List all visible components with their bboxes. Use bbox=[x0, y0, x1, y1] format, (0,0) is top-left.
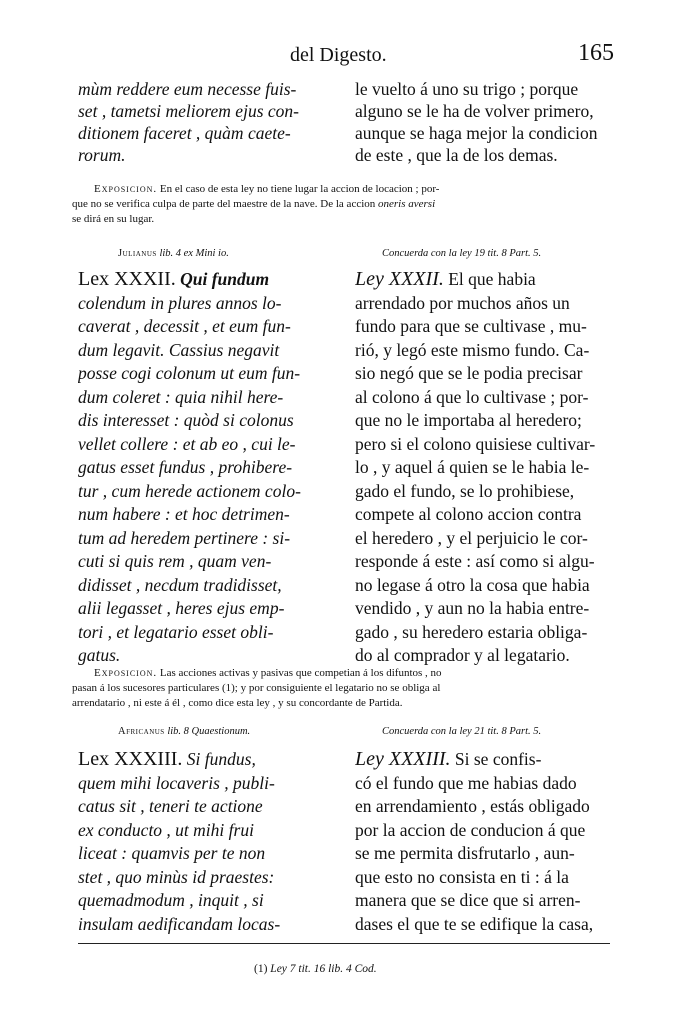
text-line: responde á este : así como si algu- bbox=[355, 551, 595, 571]
citation-work: lib. 4 ex Mini io. bbox=[159, 248, 229, 259]
latin-term: oneris aversi bbox=[378, 198, 436, 210]
text-line: fundo para que se cultivase , mu- bbox=[355, 316, 587, 336]
text-line: tur , cum herede actionem colo- bbox=[78, 480, 301, 501]
text-line: que esto no consista en ti : á la bbox=[355, 866, 569, 887]
text-line: stet , quo minùs id praestes: bbox=[78, 866, 275, 887]
footnote-marker: (1) bbox=[254, 963, 268, 975]
text-line: arrendatario , ni este á él , como dice esta ley , y su concordante de Partida. bbox=[72, 697, 403, 709]
text-line: liceat : quamvis per te non bbox=[78, 843, 266, 863]
spanish-ley-33: Ley XXXIII. Si se confis- có el fundo que me habias dado en arrendamiento , estás obligado por la accion de conducion á que se me permita disfrutarlo , aun- que esto no consista en ti : á la manera que se dice que si arren- dases el que te se edifique la casa, bbox=[355, 748, 617, 936]
text-line: lo , y aquel á quien se le habia le- bbox=[355, 457, 590, 477]
text-line: dum coleret : quia nihil here- bbox=[78, 386, 284, 407]
ley-heading: Ley XXXII. bbox=[355, 268, 444, 290]
footnote-text: Ley 7 tit. 16 lib. 4 Cod. bbox=[270, 963, 377, 975]
text-line: sio negó que se le podia precisar bbox=[355, 363, 583, 383]
text-line: gatus esset fundus , prohibere- bbox=[78, 457, 293, 477]
latin-lex-33: Lex XXXIII. Si fundus, quem mihi locaveris , publi- catus sit , teneri te actione ex conducto , ut mihi frui liceat : quamvis per te non stet , quo minùs id praestes: quemadmodum , inquit , si insulam aedificandam locas- bbox=[78, 748, 336, 936]
text-line: arrendado por muchos años un bbox=[355, 292, 570, 313]
text-line: de este , que la de los demas. bbox=[355, 145, 558, 165]
text-line: alguno se le ha de volver primero, bbox=[355, 101, 594, 121]
text-line: num habere : et hoc detrimen- bbox=[78, 504, 290, 524]
text-line: posse cogi colonum ut eum fun- bbox=[78, 363, 301, 383]
text-line: ex conducto , ut mihi frui bbox=[78, 819, 254, 840]
page-number: 165 bbox=[578, 40, 614, 66]
text-line: catus sit , teneri te actione bbox=[78, 796, 263, 816]
text-line: dases el que te se edifique la casa, bbox=[355, 913, 594, 934]
footnote bbox=[254, 963, 377, 975]
text-line: pasan á los sucesores particulares (1); y por consiguiente el legatario no se obliga al bbox=[72, 682, 441, 694]
lex-heading: Lex XXXIII. bbox=[78, 748, 183, 770]
running-header bbox=[0, 40, 682, 72]
source-citation bbox=[118, 726, 250, 737]
text-line: cuti si quis rem , quam ven- bbox=[78, 551, 272, 571]
text-line: có el fundo que me habias dado bbox=[355, 772, 577, 793]
text-line: aunque se haga mejor la condicion bbox=[355, 123, 598, 143]
text-line: En el caso de esta ley no tiene lugar la accion de locacion ; por- bbox=[159, 183, 440, 195]
text-line: pero si el colono quisiese cultivar- bbox=[355, 433, 596, 454]
text-line: no legase á otro la cosa que habia bbox=[355, 574, 590, 595]
footnote-divider bbox=[78, 943, 610, 944]
text-line: colendum in plures annos lo- bbox=[78, 292, 282, 313]
text-line: dis interesset : quòd si colonus bbox=[78, 410, 294, 430]
text-line: quemadmodum , inquit , si bbox=[78, 890, 264, 910]
exposition-label: Exposicion. bbox=[94, 667, 158, 679]
text-line: compete al colono accion contra bbox=[355, 504, 582, 524]
text-line: el heredero , y el perjuicio le cor- bbox=[355, 527, 588, 548]
text-line: que no le importaba al heredero; bbox=[355, 410, 582, 430]
exposition-label: Exposicion. bbox=[94, 183, 158, 195]
spanish-continuation bbox=[355, 78, 617, 166]
text-line: dum legavit. Cassius negavit bbox=[78, 339, 280, 360]
text-line: se me permita disfrutarlo , aun- bbox=[355, 843, 575, 863]
exposition-note bbox=[72, 182, 617, 227]
citation-work: lib. 8 Quaestionum. bbox=[167, 726, 251, 737]
lex-heading: Lex XXXII. bbox=[78, 268, 176, 290]
text-line: que no se verifica culpa de parte del maestre de la nave. De la accion bbox=[72, 198, 376, 210]
latin-continuation bbox=[78, 78, 328, 166]
spanish-ley-32: Ley XXXII. El que habia arrendado por muchos años un fundo para que se cultivase , mu- rió, y legó este mismo fundo. Ca- sio negó que se le podia precisar al colono á que lo cultivase ; por- que no le importaba al heredero; pero si el colono quisiese cultivar- lo , y aquel á quien se le habia le- gado el fundo, se lo prohibiese, compete al colono accion contra el heredero , y el perjuicio le cor- responde á este : así como si algu- no legase á otro la cosa que habia vendido , y aun no la habia entre- gado , su heredero estaria obliga- do al comprador y al legatario. bbox=[355, 268, 617, 668]
latin-lex-32: Lex XXXII. Qui fundum colendum in plures annos lo- caverat , decessit , et eum fun- dum legavit. Cassius negavit posse cogi colonum ut eum fun- dum coleret : quia nihil here- dis interesset : quòd si colonus vellet collere : et ab eo , cui le- gatus esset fundus , prohibere- tur , cum herede actionem colo- num habere : et hoc detrimen- tum ad heredem pertinere : si- cuti si quis rem , quam ven- didisset , necdum tradidisset, alii legasset , heres ejus emp- tori , et legatario esset obli- gatus. bbox=[78, 268, 336, 668]
text-line: por la accion de conducion á que bbox=[355, 819, 586, 840]
text-line: al colono á que lo cultivase ; por- bbox=[355, 386, 589, 407]
text-line: ditionem faceret , quàm caete- bbox=[78, 123, 291, 143]
text-line: do al comprador y al legatario. bbox=[355, 645, 570, 665]
text-line: gado el fundo, se lo prohibiese, bbox=[355, 480, 575, 501]
source-citation bbox=[118, 248, 229, 259]
text-line: manera que se dice que si arren- bbox=[355, 890, 581, 910]
ley-heading: Ley XXXIII. bbox=[355, 748, 451, 770]
text-line: rorum. bbox=[78, 145, 126, 165]
text-line: alii legasset , heres ejus emp- bbox=[78, 598, 285, 618]
citation-author: Julianus bbox=[118, 248, 157, 259]
text-line: caverat , decessit , et eum fun- bbox=[78, 316, 291, 336]
exposition-note bbox=[72, 666, 617, 711]
text-line: gado , su heredero estaria obliga- bbox=[355, 621, 588, 642]
text-line: mùm reddere eum necesse fuis- bbox=[78, 79, 297, 99]
text-line: vendido , y aun no la habia entre- bbox=[355, 598, 590, 618]
text-line: le vuelto á uno su trigo ; porque bbox=[355, 79, 579, 99]
text-line: se dirá en su lugar. bbox=[72, 213, 155, 225]
text-line: didisset , necdum tradidisset, bbox=[78, 574, 282, 595]
text-line: set , tametsi meliorem ejus con- bbox=[78, 101, 299, 121]
text-line: Las acciones activas y pasivas que competian á los difuntos , no bbox=[159, 667, 442, 679]
running-title: del Digesto. bbox=[290, 44, 387, 66]
text-line: tum ad heredem pertinere : si- bbox=[78, 527, 291, 548]
text-line: rió, y legó este mismo fundo. Ca- bbox=[355, 339, 590, 360]
text-line: en arrendamiento , estás obligado bbox=[355, 796, 590, 816]
text-line: quem mihi locaveris , publi- bbox=[78, 772, 275, 793]
text-line: insulam aedificandam locas- bbox=[78, 913, 281, 934]
text-line: tori , et legatario esset obli- bbox=[78, 621, 274, 642]
concordance-citation: Concuerda con la ley 19 tit. 8 Part. 5. bbox=[382, 248, 542, 259]
text-line: gatus. bbox=[78, 645, 121, 665]
concordance-citation: Concuerda con la ley 21 tit. 8 Part. 5. bbox=[382, 726, 542, 737]
text-line: vellet collere : et ab eo , cui le- bbox=[78, 433, 296, 454]
citation-author: Africanus bbox=[118, 726, 165, 737]
